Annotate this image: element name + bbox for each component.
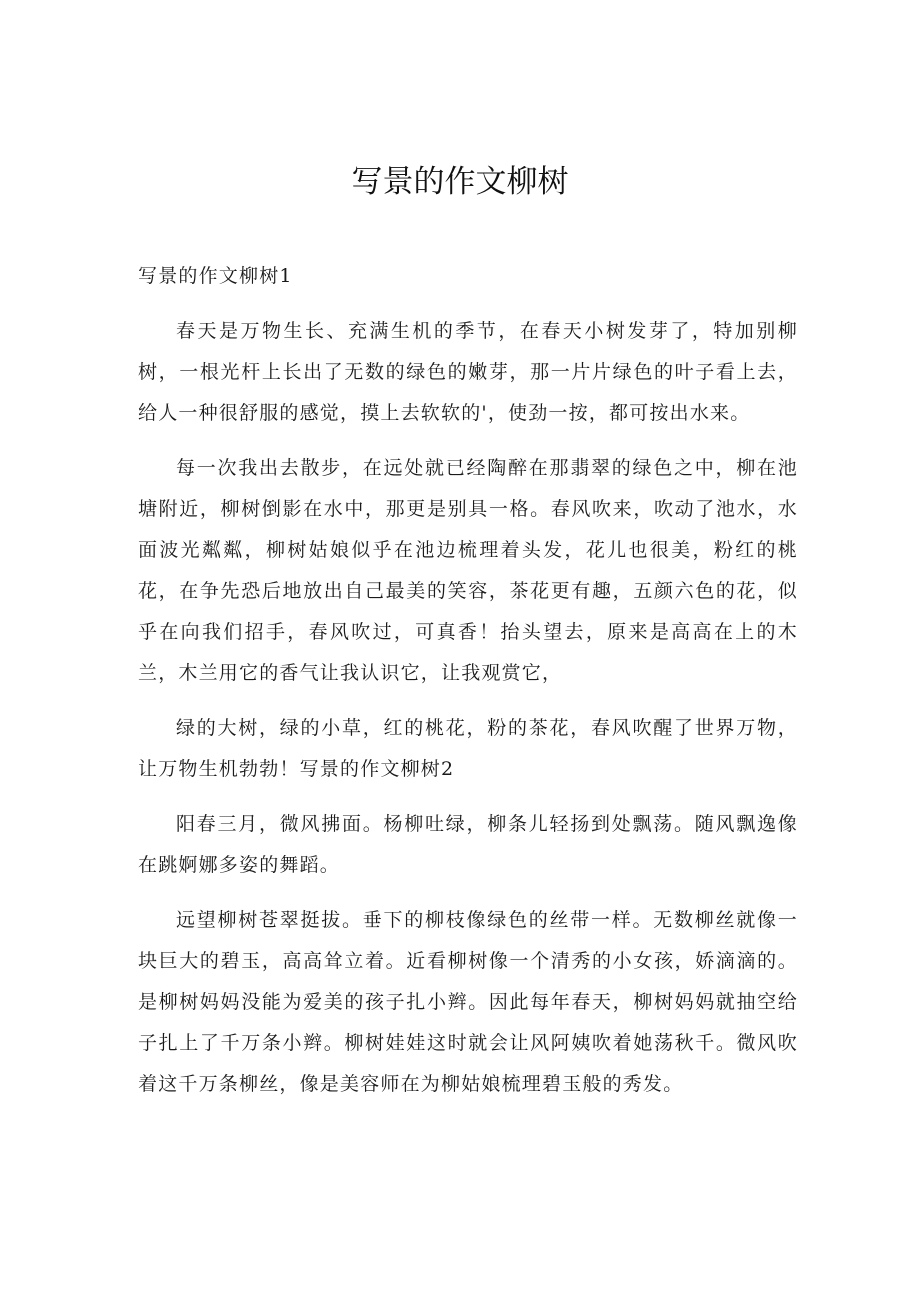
document-body	[138, 256, 798, 1105]
section-heading: 写景的作文柳树1	[138, 265, 293, 287]
paragraph-line: 让万物生机勃勃！写景的作文柳树2	[138, 758, 455, 780]
paragraph-line: 块巨大的碧玉，高高耸立着。近看柳树像一个清秀的小女孩，娇滴滴的。	[138, 950, 798, 972]
paragraph-line: 是柳树妈妈没能为爱美的孩子扎小辫。因此每年春天，柳树妈妈就抽空给	[138, 991, 798, 1013]
paragraph-line: 塘附近，柳树倒影在水中，那更是别具一格。春风吹来，吹动了池水，水	[138, 498, 798, 520]
paragraph-line: 乎在向我们招手，春风吹过，可真香！抬头望去，原来是高高在上的木	[138, 621, 798, 643]
paragraph-4	[138, 804, 798, 886]
paragraph-3	[138, 708, 798, 790]
paragraph-line: 在跳婀娜多姿的舞蹈。	[138, 854, 341, 876]
paragraph-line: 花，在争先恐后地放出自己最美的笑容，茶花更有趣，五颜六色的花，似	[138, 580, 798, 602]
paragraph-line: 绿的大树，绿的小草，红的桃花，粉的茶花，春风吹醒了世界万物，	[176, 717, 798, 739]
paragraph-line: 给人一种很舒服的感觉，摸上去软软的'，使劲一按，都可按出水来。	[138, 402, 751, 424]
document-title: 写景的作文柳树	[351, 164, 569, 200]
paragraph-line: 春天是万物生长、充满生机的季节，在春天小树发芽了，特加别柳	[176, 320, 798, 342]
paragraph-5	[138, 900, 798, 1105]
paragraph-line: 阳春三月，微风拂面。杨柳吐绿，柳条儿轻扬到处飘荡。随风飘逸像	[176, 813, 798, 835]
paragraph-line: 每一次我出去散步，在远处就已经陶醉在那翡翠的绿色之中，柳在池	[176, 457, 798, 479]
paragraph-line: 子扎上了千万条小辫。柳树娃娃这时就会让风阿姨吹着她荡秋千。微风吹	[138, 1032, 798, 1054]
paragraph-line: 兰，木兰用它的香气让我认识它，让我观赏它，	[138, 662, 563, 684]
paragraph-line: 树，一根光杆上长出了无数的绿色的嫩芽，那一片片绿色的叶子看上去，	[138, 361, 798, 383]
paragraph-line: 面波光粼粼，柳树姑娘似乎在池边梳理着头发，花儿也很美，粉红的桃	[138, 539, 798, 561]
paragraph-2	[138, 448, 798, 694]
paragraph-1	[138, 311, 798, 434]
paragraph-line: 着这千万条柳丝，像是美容师在为柳姑娘梳理碧玉般的秀发。	[138, 1073, 684, 1095]
paragraph-line: 远望柳树苍翠挺拔。垂下的柳枝像绿色的丝带一样。无数柳丝就像一	[176, 909, 798, 931]
